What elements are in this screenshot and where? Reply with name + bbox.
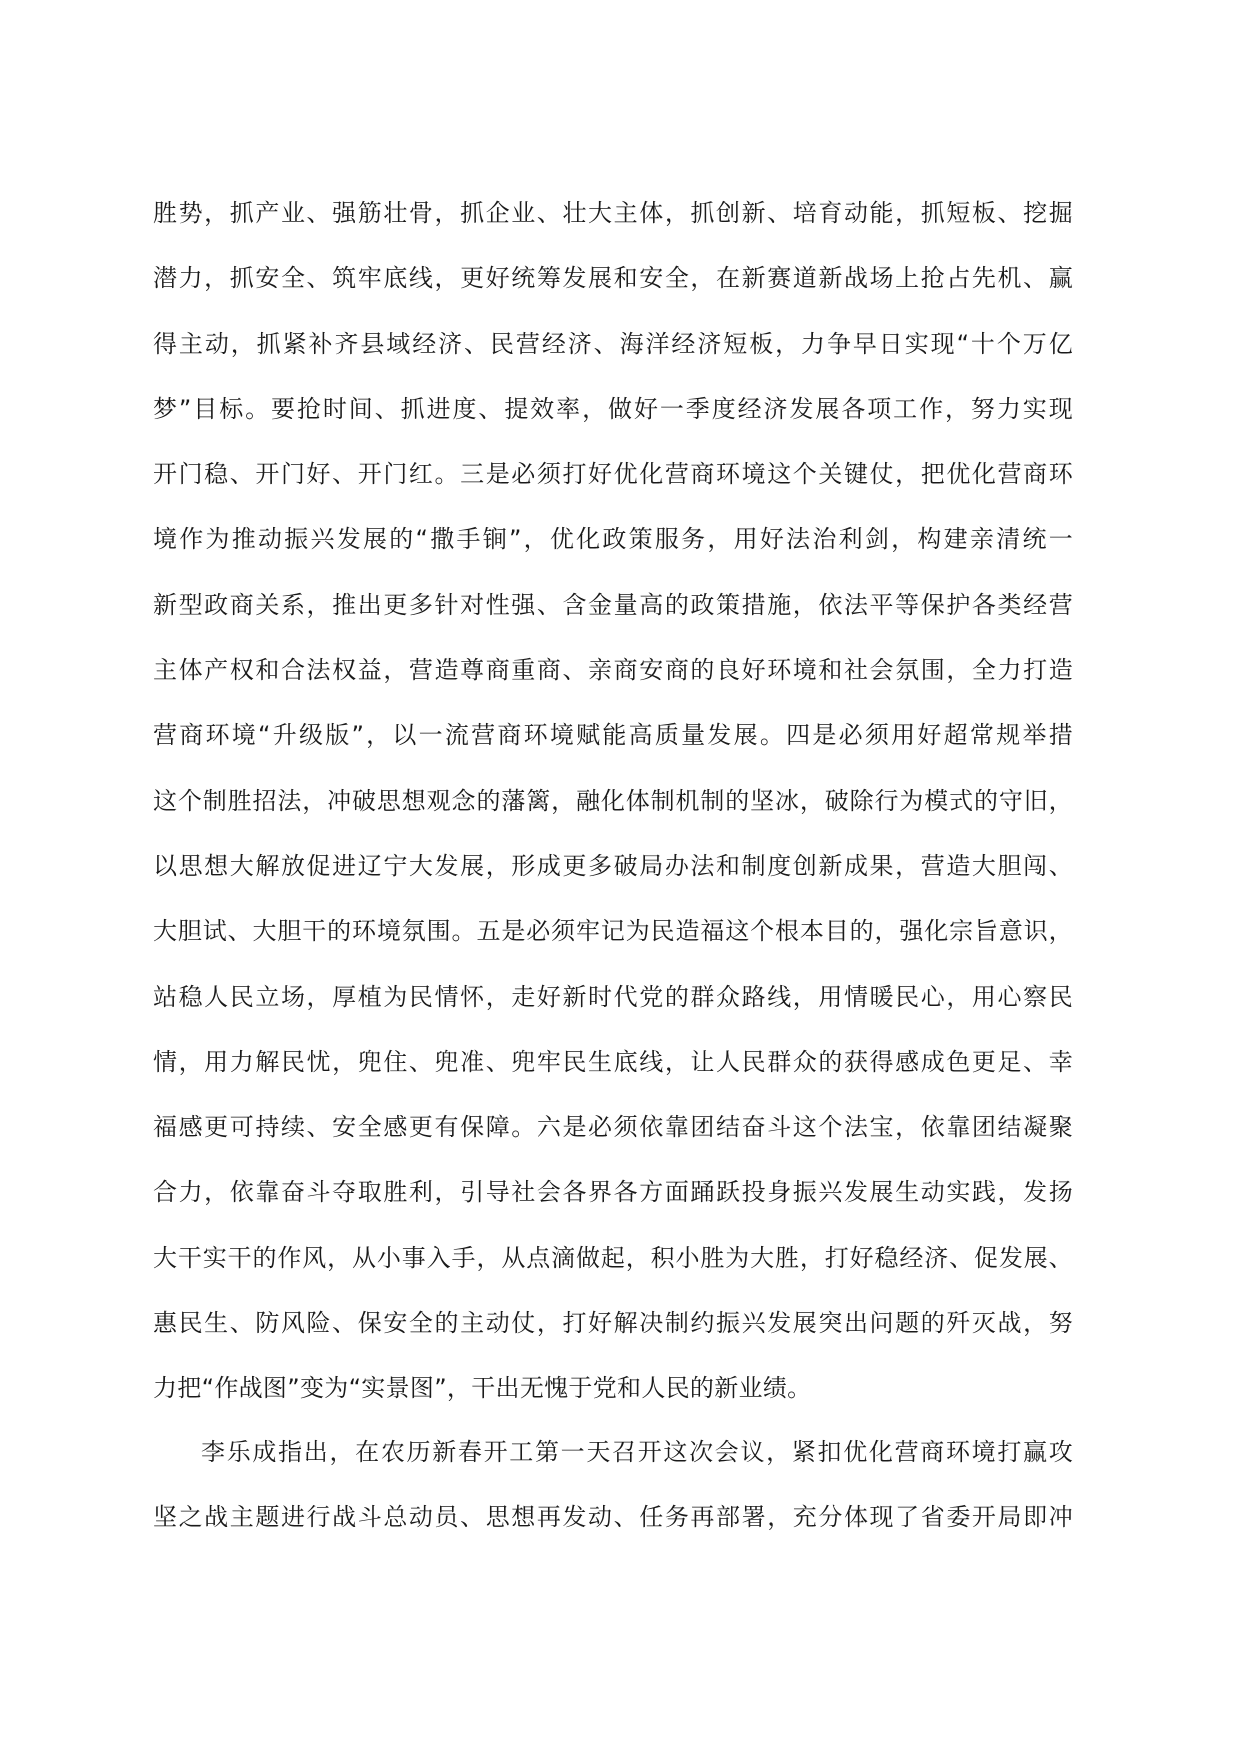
paragraph-line: 福感更可持续、安全感更有保障。六是必须依靠团结奋斗这个法宝，依靠团结凝聚 [153,1113,1073,1142]
paragraph-line: 大干实干的作风，从小事入手，从点滴做起，积小胜为大胜，打好稳经济、促发展、 [153,1243,1073,1272]
paragraph-line: 惠民生、防风险、保安全的主动仗，打好解决制约振兴发展突出问题的歼灭战，努 [153,1309,1073,1338]
paragraph-line: 情，用力解民忧，兜住、兜准、兜牢民生底线，让人民群众的获得感成色更足、幸 [153,1047,1073,1076]
paragraph-line: 潜力，抓安全、筑牢底线，更好统筹发展和安全，在新赛道新战场上抢占先机、赢 [153,264,1073,293]
paragraph-line: 新型政商关系，推出更多针对性强、含金量高的政策措施，依法平等保护各类经营 [153,590,1073,619]
paragraph-line: 胜势，抓产业、强筋壮骨，抓企业、壮大主体，抓创新、培育动能，抓短板、挖掘 [153,199,1073,227]
paragraph-line: 梦”目标。要抢时间、抓进度、提效率，做好一季度经济发展各项工作，努力实现 [153,394,1073,423]
paragraph-line: 站稳人民立场，厚植为民情怀，走好新时代党的群众路线，用情暖民心，用心察民 [153,982,1073,1011]
paragraph-line: 这个制胜招法，冲破思想观念的藩篱，融化体制机制的坚冰，破除行为模式的守旧， [153,786,1073,815]
paragraph-line: 大胆试、大胆干的环境氛围。五是必须牢记为民造福这个根本目的，强化宗旨意识， [153,917,1073,946]
paragraph-line: 境作为推动振兴发展的“撒手锏”，优化政策服务，用好法治利剑，构建亲清统一 [153,525,1073,554]
paragraph-line: 合力，依靠奋斗夺取胜利，引导社会各界各方面踊跃投身振兴发展生动实践，发扬 [153,1178,1073,1207]
paragraph-line: 开门稳、开门好、开门红。三是必须打好优化营商环境这个关键仗，把优化营商环 [153,460,1073,489]
paragraph-line: 以思想大解放促进辽宁大发展，形成更多破局办法和制度创新成果，营造大胆闯、 [153,851,1073,880]
paragraph-line-last: 力把“作战图”变为“实景图”，干出无愧于党和人民的新业绩。 [153,1374,812,1403]
paragraph-line: 营商环境“升级版”，以一流营商环境赋能高质量发展。四是必须用好超常规举措 [153,721,1073,750]
paragraph-line: 得主动，抓紧补齐县域经济、民营经济、海洋经济短板，力争早日实现“十个万亿 [153,329,1073,358]
paragraph-2 [153,1420,1073,1551]
paragraph-1 [153,181,1073,1422]
paragraph-line-indented: 李乐成指出，在农历新春开工第一天召开这次会议，紧扣优化营商环境打赢攻 [201,1438,1073,1466]
paragraph-line: 主体产权和合法权益，营造尊商重商、亲商安商的良好环境和社会氛围，全力打造 [153,656,1073,685]
paragraph-line: 坚之战主题进行战斗总动员、思想再发动、任务再部署，充分体现了省委开局即冲 [153,1503,1073,1532]
